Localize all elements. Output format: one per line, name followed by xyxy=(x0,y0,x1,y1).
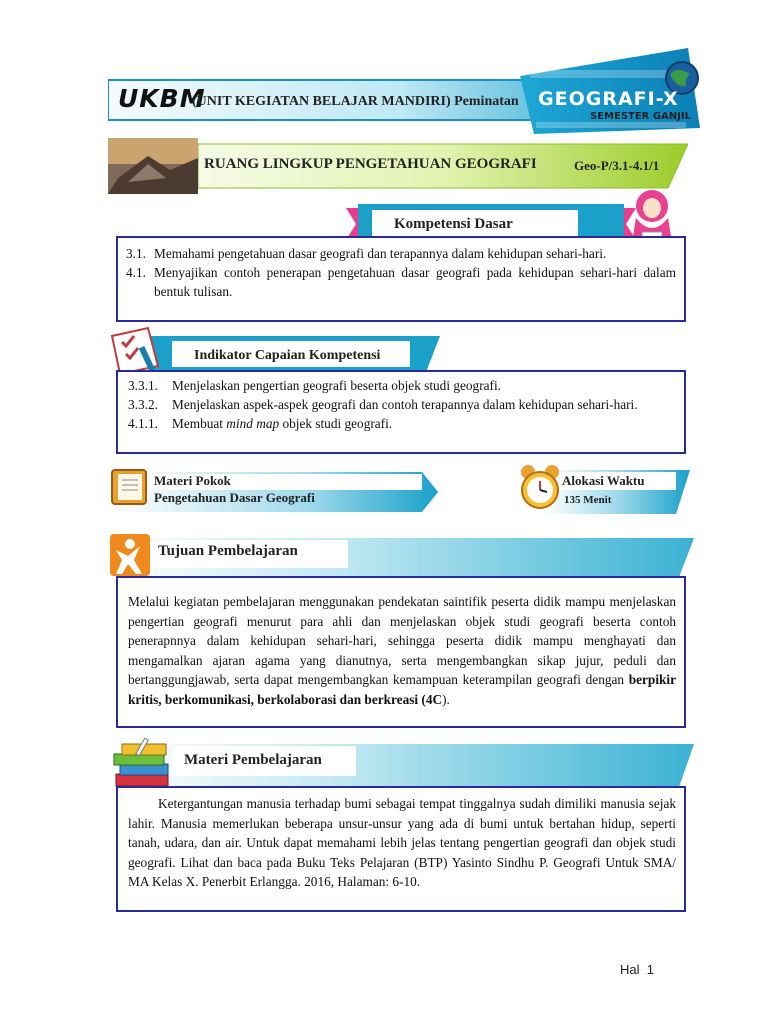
materi-pokok-label: Materi Pokok xyxy=(154,473,231,488)
topic-image xyxy=(108,138,198,194)
clock-icon xyxy=(518,464,562,512)
kompetensi-heading: Kompetensi Dasar xyxy=(394,216,513,232)
item-text xyxy=(172,414,676,433)
item-number: 3.3.1. xyxy=(128,378,158,393)
item-text: Menjelaskan aspek-aspek geografi dan contoh terapannya dalam kehidupan sehari-hari. xyxy=(172,397,638,412)
indikator-item xyxy=(128,395,676,414)
materi-heading: Materi Pembelajaran xyxy=(184,752,322,768)
tujuan-text: Melalui kegiatan pembelajaran menggunakan pendekatan saintifik peserta didik mampu menjelaskan pengertian geografi menurut para ahli dan menjelaskan objek studi geografi beserta contoh penerapnnya dalam kehidupan sehari-hari, sehingga peserta didik mampu menghayati dan mengamalkan ajaran agama yang dianutnya, serta mengembangkan sikap jujur, peduli dan bertanggungjawab, serta dapat mengembangkan kemampuan keterampilan geografi dengan xyxy=(128,594,676,687)
tujuan-box xyxy=(116,576,686,728)
materi-box xyxy=(116,786,686,912)
brand-semester: SEMESTER GANJIL xyxy=(590,111,691,122)
person-icon xyxy=(108,532,152,578)
item-text: Menyajikan contoh penerapan pengetahuan dasar geografi pada kehidupan sehari-hari dalam bentuk tulisan. xyxy=(154,265,676,299)
item-number: 4.1. xyxy=(126,265,146,280)
book-icon xyxy=(108,466,150,508)
topic-title: RUANG LINGKUP PENGETAHUAN GEOGRAFI xyxy=(204,156,537,172)
indikator-item xyxy=(128,376,676,395)
item-text-em: mind map xyxy=(226,416,280,431)
topic-code: Geo-P/3.1-4.1/1 xyxy=(574,158,660,173)
indikator-box xyxy=(116,370,686,454)
item-text: Memahami pengetahuan dasar geografi dan terapannya dalam kehidupan sehari-hari. xyxy=(154,246,607,261)
tujuan-text-end: ). xyxy=(442,691,450,707)
alokasi-label: Alokasi Waktu xyxy=(562,473,645,488)
item-number: 3.3.2. xyxy=(128,397,158,412)
checklist-icon xyxy=(108,326,170,376)
materi-paragraph: Ketergantungan manusia terhadap bumi sebagai tempat tinggalnya sudah dimiliki manusia sejak lahir. Manusia memerlukan beberapa unsur-unsur yang ada di bumi untuk bertahan hidup, seperti tanah, udara, dan air. Untuk dapat memahami lebih jelas tentang pengertian geografi dan objek studi geografi. Lihat dan baca pada Buku Teks Pelajaran (BTP) Yasinto Sindhu P. Geografi Untuk SMA/ MA Kelas X. Penerbit Erlangga. 2016, Halaman: 6-10. xyxy=(128,796,676,889)
books-stack-icon xyxy=(110,738,176,790)
tujuan-paragraph xyxy=(128,592,676,709)
ukbm-logo: UKBM xyxy=(118,84,206,113)
materi-pokok-value: Pengetahuan Dasar Geografi xyxy=(154,490,315,505)
brand-title: GEOGRAFI-X xyxy=(538,88,679,110)
tujuan-text-bold: berpikir kritis, berkomunikasi, berkolaborasi dan berkreasi (4C xyxy=(128,672,676,707)
kompetensi-item xyxy=(126,244,676,263)
indikator-item xyxy=(128,414,676,433)
item-text: Menjelaskan pengertian geografi beserta objek studi geografi. xyxy=(172,378,501,393)
item-number: 3.1. xyxy=(126,246,146,261)
alokasi-value: 135 Menit xyxy=(564,494,612,506)
item-text-post: objek studi geografi. xyxy=(279,416,393,431)
item-number: 4.1.1. xyxy=(128,416,158,431)
item-text-pre: Membuat xyxy=(172,416,227,431)
tujuan-heading: Tujuan Pembelajaran xyxy=(158,543,298,559)
page-number: Hal 1 xyxy=(620,962,654,977)
indikator-heading: Indikator Capaian Kompetensi xyxy=(194,348,381,363)
header-title: (UNIT KEGIATAN BELAJAR MANDIRI) Peminatan xyxy=(192,94,519,109)
kompetensi-item xyxy=(126,263,676,301)
kompetensi-box xyxy=(116,236,686,322)
